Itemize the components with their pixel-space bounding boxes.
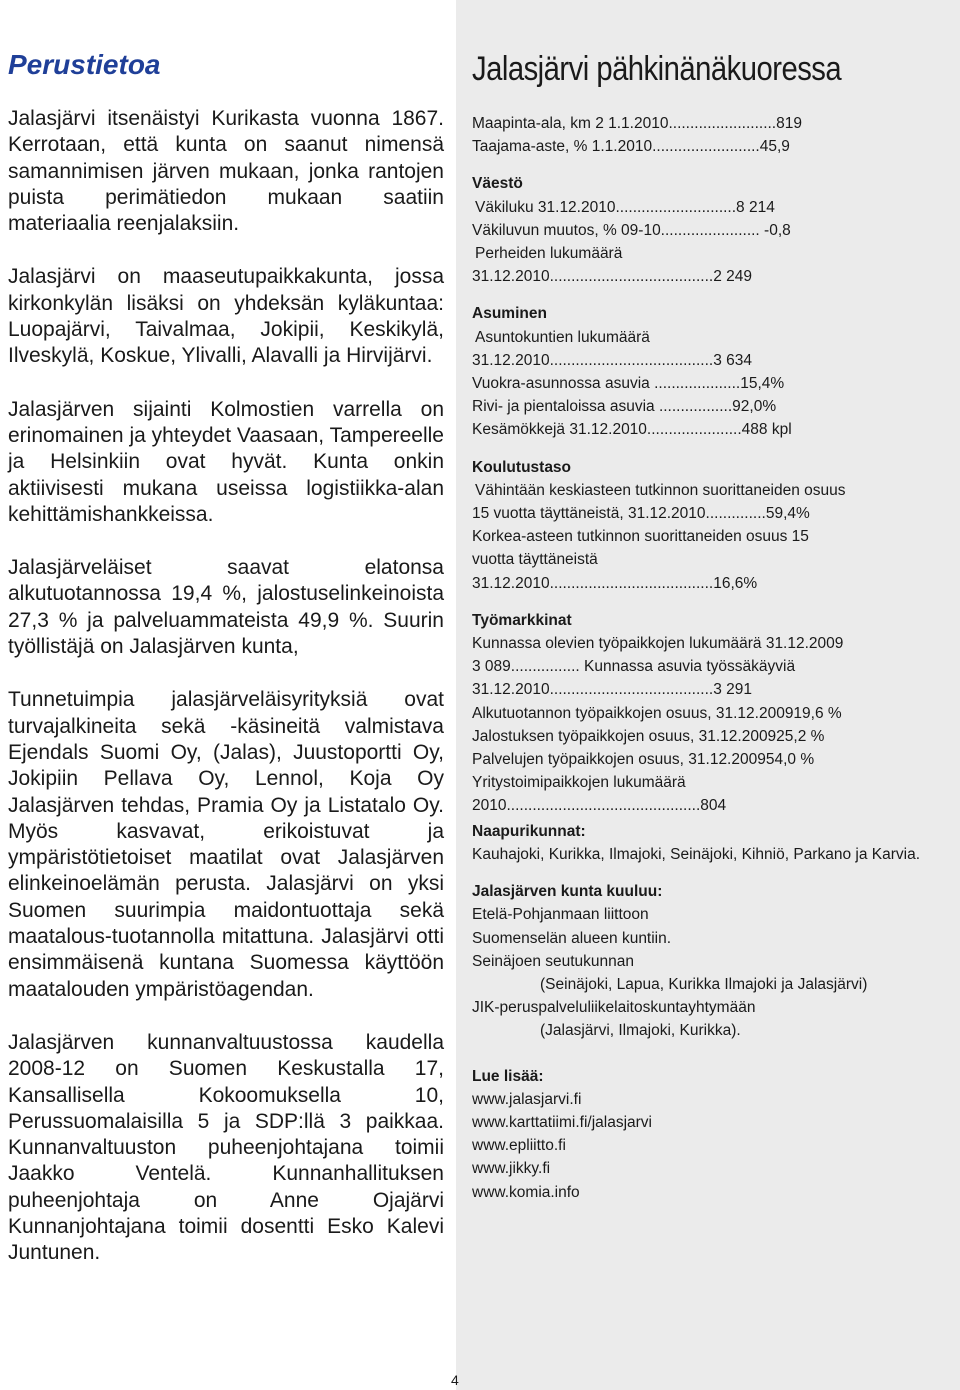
heading-neighbours: Naapurikunnat: bbox=[472, 822, 586, 840]
fact-urbanization: Taajama-aste, % 1.1.2010.........................45,9 bbox=[472, 138, 790, 156]
link-jalasjarvi[interactable]: www.jalasjarvi.fi bbox=[472, 1090, 582, 1108]
fact-line: Asuntokuntien lukumäärä bbox=[475, 328, 650, 346]
heading-population: Väestö bbox=[472, 175, 523, 193]
heading-housing: Asuminen bbox=[472, 305, 547, 323]
fact-line: Rivi- ja pientaloissa asuvia .................92,0% bbox=[472, 398, 777, 416]
fact-line: Palvelujen työpaikkojen osuus, 31.12.200954,0 % bbox=[472, 751, 815, 769]
paragraph-companies: Tunnetuimpia jalasjärveläisyrityksiä ovat turvajalkineita sekä -käsineitä valmistava Ejendals Suomi Oy, (Jalas), Juustoportti Oy, Jokipiin Pellava Oy, Lennol, Koja Oy Jalasjärven tehdas, Pramia Oy ja Listatalo Oy. Myös kasvavat, erikoistuvat ja ympäristötietoiset maatilat ovat Jalasjärven elinkeinoelämän perusta. Jalasjärvi on yksi Suomen suurimpia maidontuottaja sekä maatalous-tuotannolla mitattuna. Jalasjärvi otti ensimmäisenä kuntana Suomessa käyttöön maatalouden ympäristöagendan. bbox=[8, 688, 444, 1001]
paragraph-council: Jalasjärven kunnanvaltuustossa kaudella 2008-12 on Suomen Keskustalla 17, Kansallisella Kokoomuksella 10, Perussuomalaisilla 5 ja SDP:llä 3 paikkaa. Kunnanvaltuuston puheenjohtajana toimii Jaakko Ventelä. Kunnanhallituksen puheenjohtaja on Anne Ojajärvi Kunnanjohtajana toimii dosentti Esko Kalevi Juntunen. bbox=[8, 1030, 444, 1265]
link-jikky[interactable]: www.jikky.fi bbox=[472, 1160, 551, 1178]
fact-line: Väkiluvun muutos, % 09-10....................... -0,8 bbox=[472, 221, 791, 239]
fact-line: Kesämökkejä 31.12.2010......................488 kpl bbox=[472, 421, 792, 439]
fact-area: Maapinta-ala, km 2 1.1.2010.........................819 bbox=[472, 115, 802, 132]
membership-line: Etelä-Pohjanmaan liittoon bbox=[472, 906, 649, 924]
section-heading: Perustietoa bbox=[8, 49, 161, 80]
link-epliitto[interactable]: www.epliitto.fi bbox=[472, 1137, 566, 1155]
fact-line: Vähintään keskiasteen tutkinnon suorittaneiden osuus bbox=[475, 481, 846, 499]
fact-line: Kunnassa olevien työpaikkojen lukumäärä 31.12.2009 bbox=[472, 635, 844, 653]
heading-memberships: Jalasjärven kunta kuuluu: bbox=[472, 883, 663, 901]
fact-line: 31.12.2010......................................2 249 bbox=[472, 268, 753, 286]
page-number: 4 bbox=[451, 1372, 459, 1388]
paragraph-location: Jalasjärven sijainti Kolmostien varrella on erinomainen ja yhteydet Vaasaan, Tampereelle ja Helsinkiin ovat hyvät. Kunta onkin aktiivisesti mukana useissa logistiikka-alan kehittämishankkeissa. bbox=[8, 397, 444, 526]
heading-labour: Työmarkkinat bbox=[472, 611, 572, 629]
paragraph-villages: Jalasjärvi on maaseutupaikkakunta, jossa kirkonkylän lisäksi on yhdeksän kyläkuntaa: Luopajärvi, Taivalmaa, Jokipii, Keskikylä, Ilveskylä, Koskue, Ylivalli, Alavalli ja Hirvijärvi. bbox=[8, 265, 444, 368]
membership-line: JIK-peruspalveluliikelaitoskuntayhtymään bbox=[472, 999, 756, 1017]
fact-line: 31.12.2010......................................3 634 bbox=[472, 351, 753, 369]
heading-education: Koulutustaso bbox=[472, 458, 572, 476]
membership-line: Seinäjoen seutukunnan bbox=[472, 952, 635, 970]
paragraph-history: Jalasjärvi itsenäistyi Kurikasta vuonna 1867. Kerrotaan, että kunta on saanut nimensä samannimisen järven mukaan, jonka rantojen puista perimätiedon mukaan saatiin materiaalia reenjalaksiin. bbox=[8, 107, 444, 236]
fact-line: 31.12.2010......................................16,6% bbox=[472, 574, 758, 592]
fact-line: Alkutuotannon työpaikkojen osuus, 31.12.200919,6 % bbox=[472, 704, 842, 722]
fact-line: Väkiluku 31.12.2010............................8 214 bbox=[475, 198, 775, 216]
fact-line: Yritystoimipaikkojen lukumäärä bbox=[472, 774, 686, 792]
fact-line: 31.12.2010......................................3 291 bbox=[472, 681, 753, 699]
facts-title: Jalasjärvi pähkinänäkuoressa bbox=[472, 50, 842, 88]
fact-line: 15 vuotta täyttäneistä, 31.12.2010..............59,4% bbox=[472, 505, 810, 523]
paragraph-livelihood: Jalasjärveläiset saavat elatonsa alkutuotannossa 19,4 %, jalostuselinkeinoista 27,3 % ja palveluammateista 49,9 %. Suurin työllistäjä on Jalasjärven kunta, bbox=[8, 556, 444, 659]
fact-line: 2010.............................................804 bbox=[472, 797, 727, 815]
link-komia[interactable]: www.komia.info bbox=[472, 1183, 580, 1201]
heading-read-more: Lue lisää: bbox=[472, 1067, 544, 1085]
facts-sidebar bbox=[456, 0, 960, 1390]
fact-line: vuotta täyttäneistä bbox=[472, 551, 598, 569]
membership-line: (Seinäjoki, Lapua, Kurikka Ilmajoki ja Jalasjärvi) bbox=[540, 975, 868, 993]
left-column bbox=[8, 48, 444, 1294]
fact-line: Vuokra-asunnossa asuvia ....................15,4% bbox=[472, 375, 785, 393]
fact-line: 3 089................ Kunnassa asuvia työssäkäyviä bbox=[472, 658, 796, 676]
membership-line: (Jalasjärvi, Ilmajoki, Kurikka). bbox=[540, 1022, 741, 1040]
fact-line: Korkea-asteen tutkinnon suorittaneiden osuus 15 bbox=[472, 528, 809, 546]
fact-line: Perheiden lukumäärä bbox=[475, 245, 623, 263]
fact-line: Jalostuksen työpaikkojen osuus, 31.12.200925,2 % bbox=[472, 727, 825, 745]
neighbours-text: Kauhajoki, Kurikka, Ilmajoki, Seinäjoki, Kihniö, Parkano ja Karvia. bbox=[472, 845, 921, 863]
link-karttatiimi[interactable]: www.karttatiimi.fi/jalasjarvi bbox=[472, 1113, 653, 1131]
membership-line: Suomenselän alueen kuntiin. bbox=[472, 929, 672, 947]
